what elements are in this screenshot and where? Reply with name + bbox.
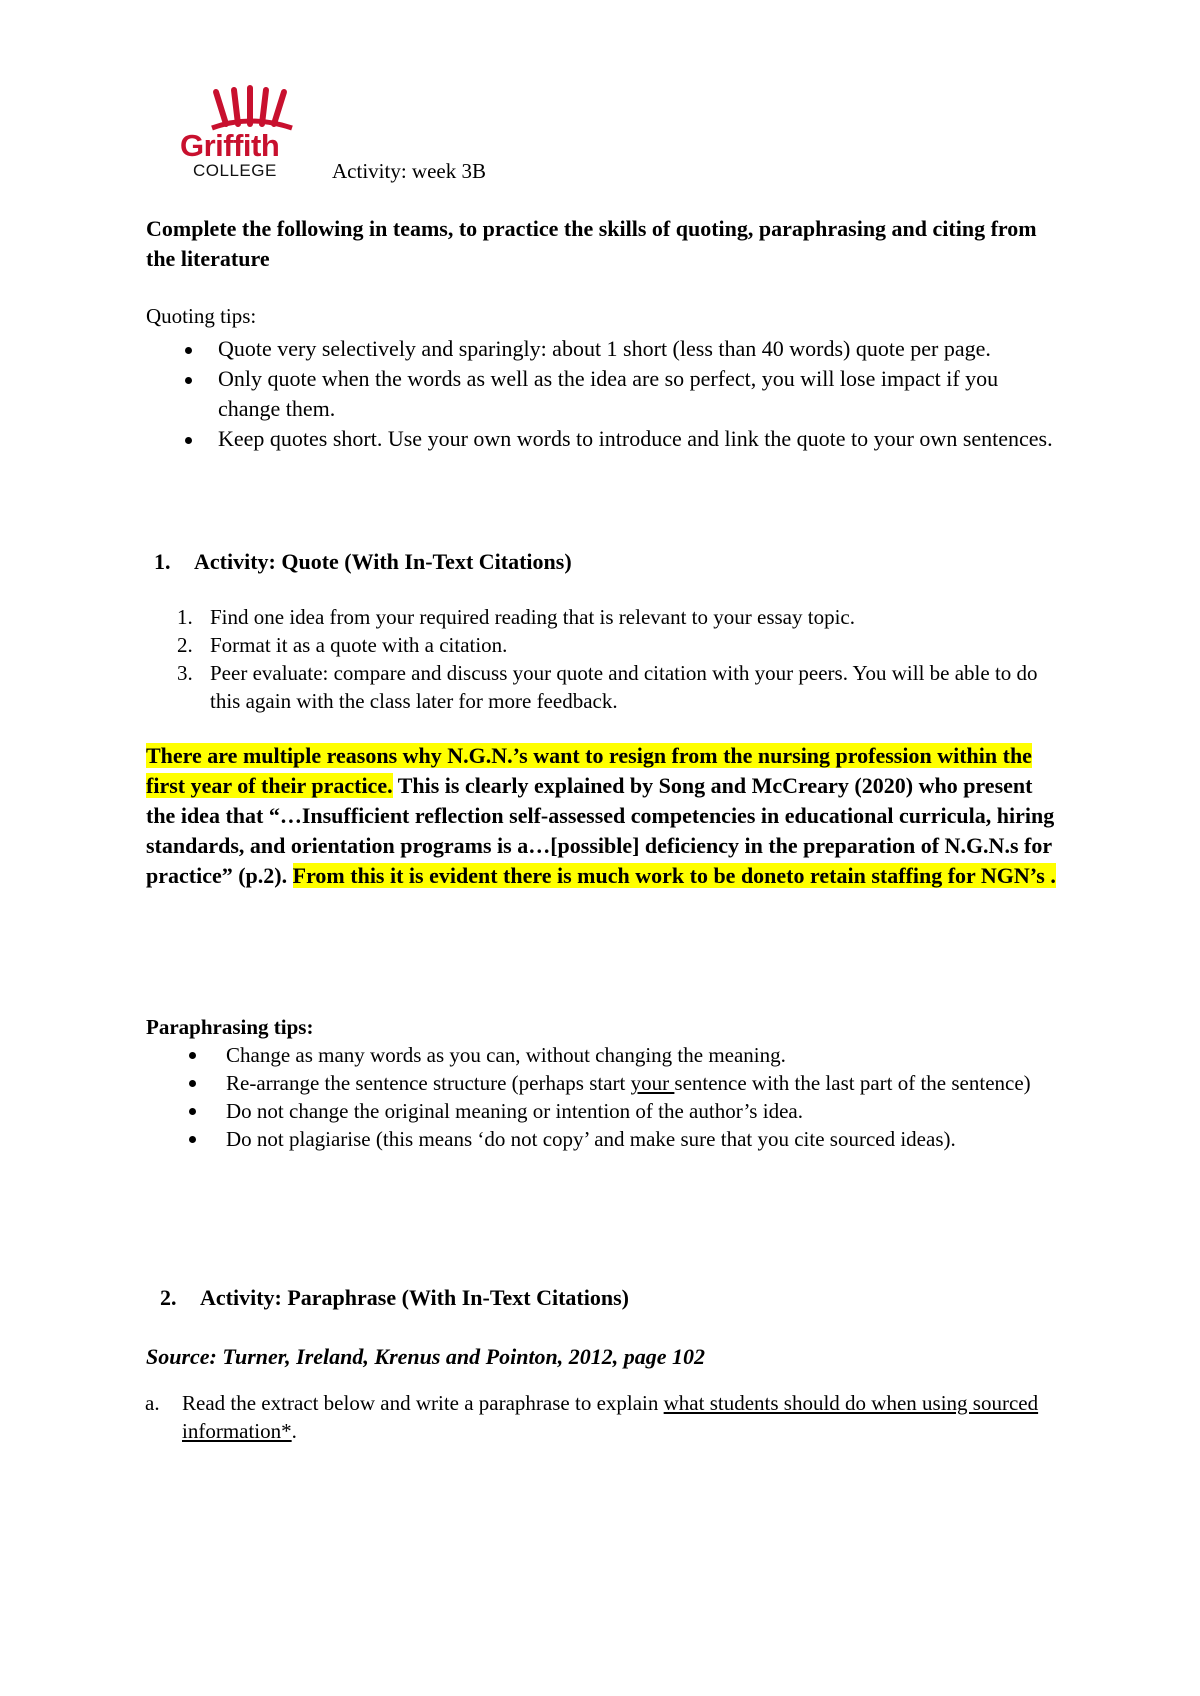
activity-label: Activity: week 3B	[332, 159, 486, 183]
highlighted-text: There are multiple reasons why N.G.N.’s want to resign from the nursing profession within the first year of their practice.	[146, 743, 1032, 798]
source-citation: Source: Turner, Ireland, Krenus and Pointon, 2012, page 102	[146, 1344, 706, 1369]
quoting-tips-title: Quoting tips:	[146, 304, 257, 328]
highlighted-text: From this it is evident there is much work to be doneto retain staffing for NGN’s .	[292, 863, 1056, 888]
paraphrasing-tips-title: Paraphrasing tips:	[146, 1015, 314, 1039]
list-item: Quote very selectively and sparingly: about 1 short (less than 40 words) quote per page.	[218, 334, 1058, 364]
logo-wordmark: Griffith	[180, 128, 280, 163]
quote-body-text: This is clearly explained by Song and McCreary (2020) who present the idea that “…Insufficient reflection self-assessed competencies in educational curricula, hiring standards, and orientation programs is a…[possible] deficiency in the preparation of N.G.N.s for practice” (p.2).	[146, 773, 1055, 888]
paraphrasing-tips-list	[226, 1041, 1066, 1153]
list-item: 1. Find one idea from your required reading that is relevant to your essay topic.	[177, 605, 855, 629]
bullet-icon	[189, 1052, 196, 1059]
logo-subtitle: COLLEGE	[193, 161, 277, 180]
bullet-icon	[189, 1080, 196, 1087]
list-item: a. Read the extract below and write a paraphrase to explain what students should do when using sourced information*.	[145, 1391, 1039, 1443]
quoting-tips-list	[218, 334, 1058, 454]
quote-steps-list	[177, 603, 1060, 715]
list-item: Do not plagiarise (this means ‘do not copy’ and make sure that you cite sourced ideas).	[226, 1125, 1066, 1153]
list-item: Re-arrange the sentence structure (perhaps start your sentence with the last part of the sentence)	[226, 1069, 1066, 1097]
section-2-heading: 2. Activity: Paraphrase (With In-Text Citations)	[160, 1285, 629, 1310]
bullet-icon	[185, 437, 192, 444]
list-item: Keep quotes short. Use your own words to introduce and link the quote to your own sentences.	[218, 424, 1058, 454]
list-item: Do not change the original meaning or intention of the author’s idea.	[226, 1097, 1066, 1125]
quote-paragraph	[146, 741, 1066, 891]
bullet-icon	[185, 347, 192, 354]
list-item: Only quote when the words as well as the idea are so perfect, you will lose impact if you change them.	[218, 364, 1058, 424]
main-heading: Complete the following in teams, to practice the skills of quoting, paraphrasing and citing from the literature	[146, 216, 1037, 271]
paraphrase-task-list	[145, 1389, 1062, 1445]
bullet-icon	[185, 377, 192, 384]
list-item: 2. Format it as a quote with a citation.	[177, 633, 508, 657]
list-item: 3. Peer evaluate: compare and discuss your quote and citation with your peers. You will be able to do this again with the class later for more feedback.	[177, 661, 1038, 713]
list-item: Change as many words as you can, without changing the meaning.	[226, 1041, 1066, 1069]
bullet-icon	[189, 1136, 196, 1143]
bullet-icon	[189, 1108, 196, 1115]
section-1-heading: 1. Activity: Quote (With In-Text Citations)	[154, 549, 572, 574]
